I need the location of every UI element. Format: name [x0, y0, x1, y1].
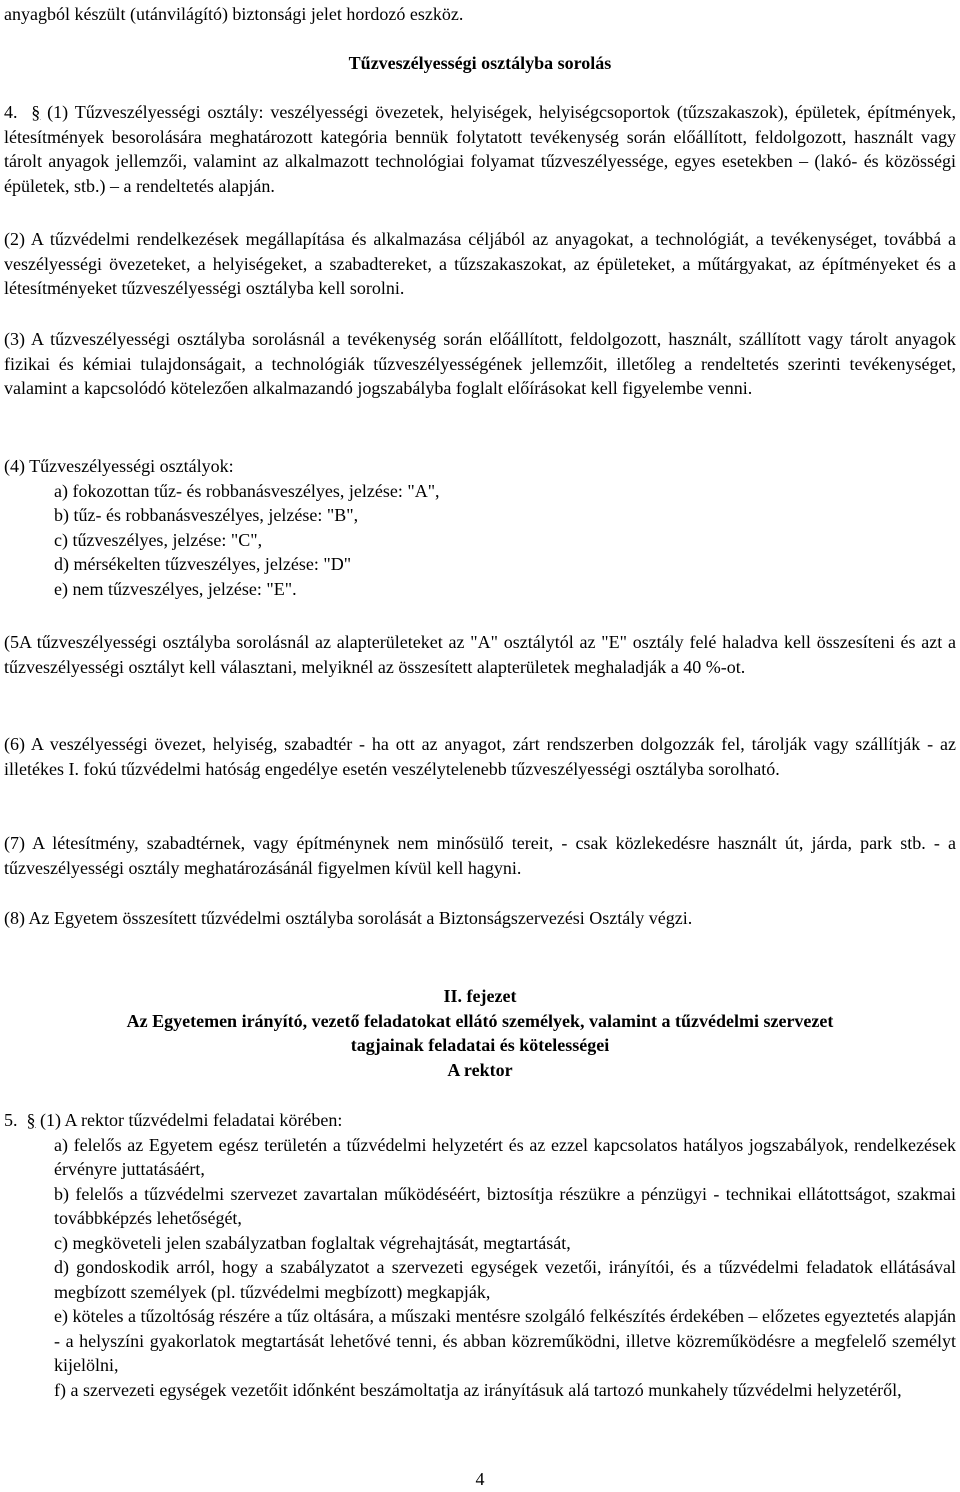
list-item: c) megköveteli jelen szabályzatban foglaltak végrehajtását, megtartását, [54, 1232, 571, 1253]
paragraph-text: (2) A tűzvédelmi rendelkezések megállapítása és alkalmazása céljából az anyagokat, a technológiát, a tevékenységet, továbbá a veszélyességi övezeteket, a helyiségeket, a szabadtereket, a tűzszakaszokat, az épületeket, a műtárgyakat, az építményeket és a létesítményeket tűzveszélyességi osztályba kell sorolni. [4, 229, 956, 298]
paragraph-text: (1) A rektor tűzvédelmi feladatai körében: [40, 1110, 343, 1130]
section-4-para-4 [4, 454, 956, 601]
paragraph-text: (3) A tűzveszélyességi osztályba sorolásnál a tevékenység során előállított, feldolgozott, használt, szállított vagy tárolt anyagok fizikai és kémiai tulajdonságait, a technológiák tűzveszélyességének jellemzőit, illetőleg a rendeltetés szerinti tevékenységet, valamint a kapcsolódó kötelezően alkalmazandó jogszabályba foglalt előírásokat kell figyelembe venni. [4, 329, 956, 398]
chapter-number: II. fejezet [443, 986, 517, 1006]
list-intro: (4) Tűzveszélyességi osztályok: [4, 456, 234, 476]
list-item: a) felelős az Egyetem egész területén a tűzvédelmi helyzetért és az ezzel kapcsolatos hatályos jogszabályok, rendelkezések érvényre juttatásáért, [54, 1134, 956, 1179]
chapter-subtitle: A rektor [447, 1059, 513, 1080]
section-4-para-2 [4, 227, 956, 301]
chapter-title-line-1: Az Egyetemen irányító, vezető feladatokat ellátó személyek, valamint a tűzvédelmi szervezet [126, 1010, 834, 1031]
list-item: b) tűz- és robbanásveszélyes, jelzése: "B", [54, 505, 359, 525]
page-number: 4 [475, 1469, 485, 1489]
section-number: 5. [4, 1110, 18, 1130]
list-item: f) a szervezeti egységek vezetőit időnként beszámoltatja az irányításuk alá tartozó munkahely tűzvédelmi helyzetéről, [54, 1379, 902, 1400]
list-item: e) nem tűzveszélyes, jelzése: "E". [54, 578, 297, 599]
section-5-intro [4, 1108, 956, 1133]
chapter-heading [4, 984, 956, 1082]
section-sign: § [26, 1110, 36, 1130]
paragraph-text: (5A tűzveszélyességi osztályba sorolásnál az alapterületeket az "A" osztálytól az "E" osztály felé haladva kell összesíteni és azt a tűzveszélyességi osztályt kell választani, melyiknél az összesített alapterületek meghaladják a 40 %-ot. [4, 632, 956, 677]
list-item: c) tűzveszélyes, jelzése: "C", [54, 529, 263, 550]
intro-line: anyagból készült (utánvilágító) biztonsági jelet hordozó eszköz. [4, 4, 464, 24]
rector-duties-list [4, 1133, 956, 1403]
list-item: d) mérsékelten tűzveszélyes, jelzése: "D" [54, 554, 352, 574]
section-4-para-8 [4, 906, 956, 931]
chapter-title-line-2: tagjainak feladatai és kötelességei [350, 1035, 610, 1055]
list-item: d) gondoskodik arról, hogy a szabályzatot a szervezeti egységek vezetői, irányítói, és a tűzvédelmi feladatok ellátásával megbízott személyek (pl. tűzvédelmi megbízott) megkapják, [54, 1257, 956, 1302]
section-4-para-6 [4, 732, 956, 781]
section-4-para-3 [4, 327, 956, 401]
class-list [4, 479, 956, 602]
section-sign: § [31, 102, 41, 122]
section-4-para-1 [4, 100, 956, 198]
list-item: e) köteles a tűzoltóság részére a tűz oltására, a műszaki mentésre szolgáló felkészítés érdekében – előzetes egyeztetés alapján - a helyszíni gyakorlatok megtartását lehetővé tenni, és abban közreműködni, illetve közreműködésre a megfelelő személyt kijelölni, [54, 1306, 956, 1375]
section-number: 4. [4, 102, 18, 122]
paragraph-text: (8) Az Egyetem összesített tűzvédelmi osztályba sorolását a Biztonságszervezési Osztály végzi. [4, 908, 693, 928]
paragraph-text: (1) Tűzveszélyességi osztály: veszélyességi övezetek, helyiségek, helyiségcsoportok (tűzszakaszok), épületek, építmények, létesítmények besorolására meghatározott kategória bennük folytatott tevékenység során előállított, feldolgozott, használt vagy tárolt anyagok jellemzői, valamint az alkalmazott technológiai folyamat tűzveszélyessége, egyes esetekben – (lakó- és közösségi épületek, stb.) – a rendeltetés alapján. [4, 102, 957, 196]
section-5 [4, 1108, 956, 1402]
section-heading: Tűzveszélyességi osztályba sorolás [348, 53, 612, 73]
paragraph-text: (6) A veszélyességi övezet, helyiség, szabadtér - ha ott az anyagot, zárt rendszerben dolgozzák fel, tárolják vagy szállítják - az illetékes I. fokú tűzvédelmi hatóság engedélye esetén veszélytelenebb tűzveszélyességi osztályba sorolható. [4, 734, 956, 779]
paragraph-text: (7) A létesítmény, szabadtérnek, vagy építménynek nem minősülő tereit, - csak közlekedésre használt út, járda, park stb. - a tűzveszélyességi osztály meghatározásánál figyelmen kívül kell hagyni. [4, 833, 956, 878]
list-item: b) felelős a tűzvédelmi szervezet zavartalan működéséért, biztosítja részükre a pénzügyi - technikai ellátottságot, szakmai továbbképzés lehetőségét, [54, 1183, 956, 1228]
section-4-para-7 [4, 831, 956, 880]
section-4-para-5a [4, 630, 956, 679]
list-item: a) fokozottan tűz- és robbanásveszélyes, jelzése: "A", [54, 480, 440, 501]
